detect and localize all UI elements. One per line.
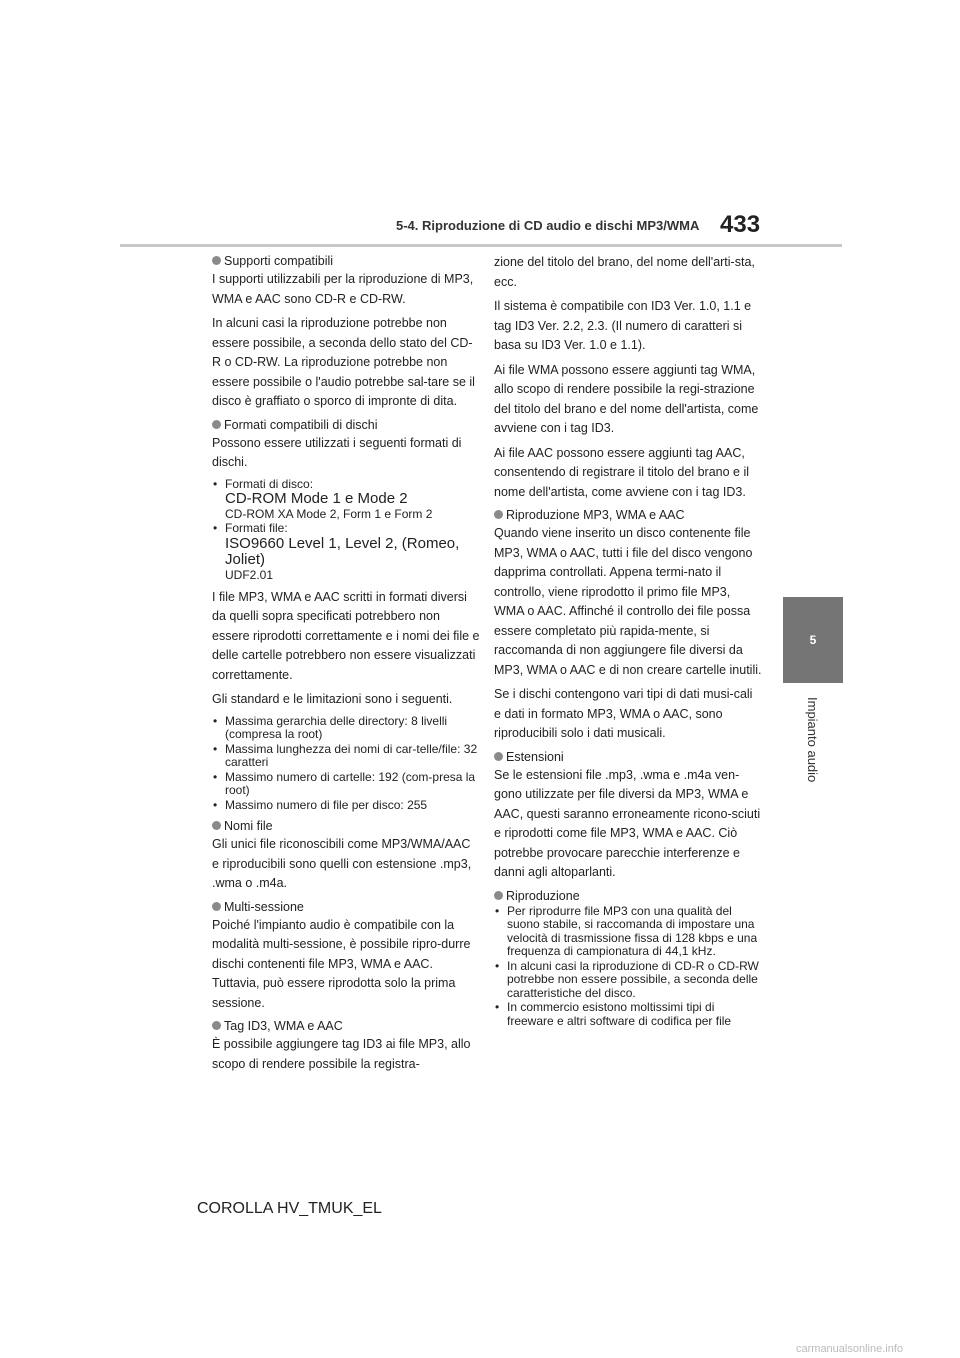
section-heading: Nomi file	[212, 818, 480, 835]
list-item: • Massima lunghezza dei nomi di car-telle/file: 32 caratteri	[212, 743, 480, 770]
paragraph: Gli unici file riconoscibili come MP3/WMA/AAC e riproducibili sono quelli con estensione .mp3, .wma o .m4a.	[212, 837, 472, 890]
paragraph: I file MP3, WMA e AAC scritti in formati diversi da quelli sopra specificati potrebbero non essere riprodotti correttamente e i nomi dei file e delle cartelle potrebbero non essere visualizzati correttamente.	[212, 589, 480, 682]
list-item: • Formati di disco: CD-ROM Mode 1 e Mode 2 CD-ROM XA Mode 2, Form 1 e Form 2	[212, 478, 480, 522]
paragraph: Possono essere utilizzati i seguenti formati di dischi.	[212, 435, 462, 469]
page-number: 433	[720, 211, 761, 238]
paragraph: Ai file WMA possono essere aggiunti tag WMA, allo scopo di rendere possibile la regi-strazione del titolo del brano e del nome dell'artista, come avviene con i tag ID3.	[494, 362, 759, 435]
chapter-tab: 5	[783, 597, 843, 683]
section-title: 5-4. Riproduzione di CD audio e dischi MP3/WMA	[396, 218, 700, 233]
list-item: • In alcuni casi la riproduzione di CD-R o CD-RW potrebbe non essere possibile, a seconda delle caratteristiche del disco.	[494, 960, 762, 1001]
bullet-icon	[212, 420, 221, 429]
paragraph: È possibile aggiungere tag ID3 ai file MP3, allo scopo di rendere possibile la registra-	[212, 1037, 471, 1071]
playback-list	[494, 905, 762, 1029]
chapter-label: Impianto audio	[805, 697, 820, 783]
section-heading: Supporti compatibili	[212, 253, 480, 270]
paragraph: I supporti utilizzabili per la riproduzione di MP3, WMA e AAC sono CD-R e CD-RW.	[212, 272, 474, 306]
section-heading: Riproduzione MP3, WMA e AAC	[494, 507, 762, 524]
header-rule	[120, 244, 842, 247]
section-heading: Formati compatibili di dischi	[212, 417, 480, 434]
paragraph: Poiché l'impianto audio è compatibile con la modalità multi-sessione, è possibile ripro-durre dischi contenenti file MP3, WMA e AAC. Tuttavia, può essere riprodotta solo la prima sessione.	[212, 917, 471, 1010]
paragraph: Se i dischi contengono vari tipi di dati musi-cali e dati in formato MP3, WMA o AAC, sono riproducibili solo i dati musicali.	[494, 687, 753, 740]
paragraph: Gli standard e le limitazioni sono i seguenti.	[212, 692, 453, 706]
bullet-icon	[494, 891, 503, 900]
list-item: • Massima gerarchia delle directory: 8 livelli (compresa la root)	[212, 715, 480, 742]
bullet-icon	[212, 902, 221, 911]
section-heading: Multi-sessione	[212, 899, 480, 916]
bullet-icon	[212, 821, 221, 830]
section-heading: Estensioni	[494, 749, 762, 766]
bullet-icon	[494, 752, 503, 761]
list-item: • In commercio esistono moltissimi tipi di freeware e altri software di codifica per file	[494, 1001, 762, 1028]
paragraph: zione del titolo del brano, del nome dell'arti-sta, ecc.	[494, 255, 755, 289]
paragraph: Il sistema è compatibile con ID3 Ver. 1.0, 1.1 e tag ID3 Ver. 2.2, 2.3. (Il numero di caratteri si basa su ID3 Ver. 1.0 e 1.1).	[494, 299, 752, 352]
column-right	[494, 253, 762, 1034]
list-item: • Formati file: ISO9660 Level 1, Level 2, (Romeo, Joliet) UDF2.01	[212, 522, 480, 582]
limits-list	[212, 715, 480, 813]
paragraph: Ai file AAC possono essere aggiunti tag AAC, consentendo di registrare il titolo del brano e il nome dell'artista, come avviene con i tag ID3.	[494, 445, 750, 499]
list-item: • Per riprodurre file MP3 con una qualità del suono stabile, si raccomanda di impostare una velocità di trasmissione fissa di 128 kbps e una frequenza di campionatura di 44,1 kHz.	[494, 905, 762, 959]
watermark: carmanualsonline.info	[796, 1343, 904, 1355]
section-heading: Riproduzione	[494, 888, 762, 905]
footer-model: COROLLA HV_TMUK_EL	[197, 1200, 382, 1217]
paragraph: Se le estensioni file .mp3, .wma e .m4a ven-gono utilizzate per file diversi da MP3, WMA e AAC, questi saranno erroneamente ricono-sciuti e riprodotti come file MP3, WMA e AAC. Ciò potrebbe provocare parecchie interferenze e danni agli altoparlanti.	[494, 767, 761, 879]
bullet-icon	[494, 510, 503, 519]
bullet-icon	[212, 1021, 221, 1030]
section-heading: Tag ID3, WMA e AAC	[212, 1018, 480, 1035]
column-left	[212, 253, 480, 1079]
list-item: • Massimo numero di cartelle: 192 (com-presa la root)	[212, 771, 480, 798]
paragraph: Quando viene inserito un disco contenente file MP3, WMA o AAC, tutti i file del disco vengono dapprima controllati. Appena termi-nato il controllo, viene riprodotto il primo file MP3, WMA o AAC. Affinché il controllo dei file possa essere completato più rapida-mente, si raccomanda di non aggiungere file diversi da MP3, WMA o AAC e di non creare cartelle inutili.	[494, 526, 762, 677]
bullet-icon	[212, 256, 221, 265]
list-item: • Massimo numero di file per disco: 255	[212, 799, 480, 813]
format-list	[212, 478, 480, 582]
paragraph: In alcuni casi la riproduzione potrebbe non essere possibile, a seconda dello stato del CD-R o CD-RW. La riproduzione potrebbe non essere possibile o l'audio potrebbe sal-tare se il disco è graffiato o sporco di impronte di dita.	[212, 316, 475, 408]
